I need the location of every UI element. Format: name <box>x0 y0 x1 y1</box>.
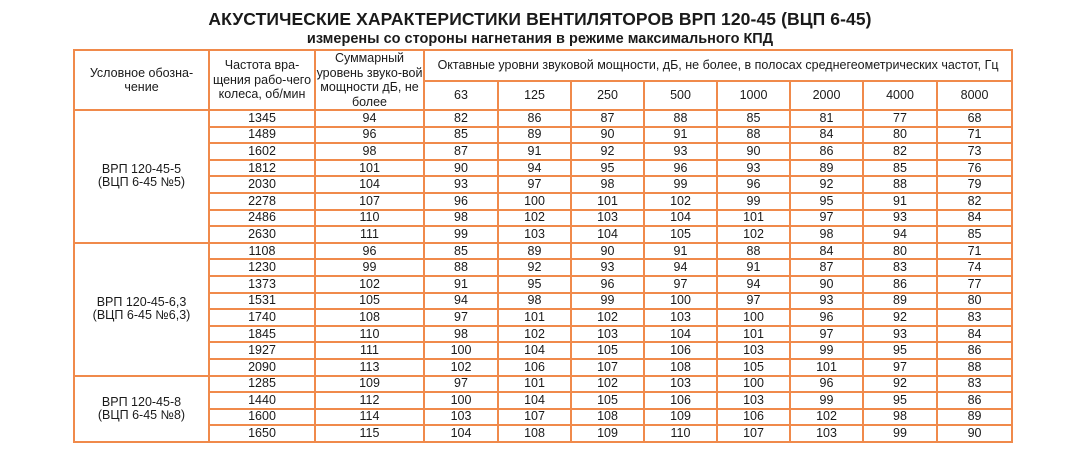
fan-model-cell <box>74 243 209 376</box>
rotation-speed-cell: 2486 <box>209 210 315 227</box>
octave-level-cell: 103 <box>717 342 790 359</box>
octave-level-cell: 90 <box>937 425 1012 442</box>
octave-level-cell: 106 <box>644 342 717 359</box>
rotation-speed-cell: 2278 <box>209 193 315 210</box>
octave-level-cell: 107 <box>498 409 571 426</box>
octave-level-cell: 90 <box>571 127 644 144</box>
octave-level-cell: 97 <box>863 359 937 376</box>
header-freq-1000: 1000 <box>717 81 790 110</box>
octave-level-cell: 97 <box>717 293 790 310</box>
octave-level-cell: 92 <box>571 143 644 160</box>
octave-level-cell: 82 <box>937 193 1012 210</box>
octave-level-cell: 106 <box>498 359 571 376</box>
octave-level-cell: 98 <box>863 409 937 426</box>
octave-level-cell: 93 <box>863 326 937 343</box>
octave-level-cell: 100 <box>717 309 790 326</box>
rotation-speed-cell: 1285 <box>209 376 315 393</box>
table-row <box>74 425 1012 442</box>
octave-level-cell: 80 <box>863 127 937 144</box>
octave-level-cell: 100 <box>498 193 571 210</box>
octave-level-cell: 92 <box>498 259 571 276</box>
table-row <box>74 392 1012 409</box>
octave-level-cell: 109 <box>571 425 644 442</box>
octave-level-cell: 108 <box>498 425 571 442</box>
octave-level-cell: 68 <box>937 110 1012 127</box>
rotation-speed-cell: 2030 <box>209 176 315 193</box>
octave-level-cell: 98 <box>424 210 498 227</box>
octave-level-cell: 102 <box>717 226 790 243</box>
octave-level-cell: 81 <box>790 110 863 127</box>
octave-level-cell: 103 <box>717 392 790 409</box>
octave-level-cell: 102 <box>498 210 571 227</box>
octave-level-cell: 95 <box>790 193 863 210</box>
octave-level-cell: 88 <box>937 359 1012 376</box>
octave-level-cell: 91 <box>717 259 790 276</box>
octave-level-cell: 103 <box>571 210 644 227</box>
header-freq-2000: 2000 <box>790 81 863 110</box>
header-freq-250: 250 <box>571 81 644 110</box>
octave-level-cell: 103 <box>498 226 571 243</box>
octave-level-cell: 104 <box>644 326 717 343</box>
octave-level-cell: 91 <box>424 276 498 293</box>
octave-level-cell: 98 <box>571 176 644 193</box>
total-level-cell: 101 <box>315 160 424 177</box>
octave-level-cell: 99 <box>571 293 644 310</box>
total-level-cell: 96 <box>315 127 424 144</box>
octave-level-cell: 93 <box>644 143 717 160</box>
table-row <box>74 160 1012 177</box>
octave-level-cell: 104 <box>644 210 717 227</box>
octave-level-cell: 97 <box>790 210 863 227</box>
table-row <box>74 309 1012 326</box>
octave-level-cell: 94 <box>424 293 498 310</box>
octave-level-cell: 84 <box>937 210 1012 227</box>
total-level-cell: 105 <box>315 293 424 310</box>
total-level-cell: 104 <box>315 176 424 193</box>
total-level-cell: 99 <box>315 259 424 276</box>
rotation-speed-cell: 1812 <box>209 160 315 177</box>
rotation-speed-cell: 1373 <box>209 276 315 293</box>
octave-level-cell: 93 <box>790 293 863 310</box>
octave-level-cell: 106 <box>717 409 790 426</box>
octave-level-cell: 110 <box>644 425 717 442</box>
octave-level-cell: 105 <box>644 226 717 243</box>
octave-level-cell: 82 <box>424 110 498 127</box>
table-row <box>74 210 1012 227</box>
octave-level-cell: 83 <box>937 376 1012 393</box>
octave-level-cell: 95 <box>863 392 937 409</box>
octave-level-cell: 80 <box>863 243 937 260</box>
header-freq-500: 500 <box>644 81 717 110</box>
octave-level-cell: 92 <box>863 376 937 393</box>
fan-model-alias: (ВЦП 6-45 №8) <box>97 407 186 422</box>
octave-level-cell: 89 <box>498 243 571 260</box>
octave-level-cell: 90 <box>571 243 644 260</box>
rotation-speed-cell: 1740 <box>209 309 315 326</box>
octave-level-cell: 95 <box>571 160 644 177</box>
octave-level-cell: 103 <box>571 326 644 343</box>
octave-level-cell: 88 <box>717 243 790 260</box>
table-row <box>74 259 1012 276</box>
total-level-cell: 107 <box>315 193 424 210</box>
fan-model-cell <box>74 110 209 243</box>
octave-level-cell: 101 <box>790 359 863 376</box>
rotation-speed-cell: 2090 <box>209 359 315 376</box>
total-level-cell: 110 <box>315 326 424 343</box>
header-freq-4000: 4000 <box>863 81 937 110</box>
octave-level-cell: 96 <box>717 176 790 193</box>
octave-level-cell: 100 <box>644 293 717 310</box>
table-row <box>74 176 1012 193</box>
rotation-speed-cell: 1531 <box>209 293 315 310</box>
table-row <box>74 359 1012 376</box>
acoustic-characteristics-table <box>73 49 1013 443</box>
table-row <box>74 110 1012 127</box>
total-level-cell: 109 <box>315 376 424 393</box>
octave-level-cell: 88 <box>863 176 937 193</box>
header-freq-63: 63 <box>424 81 498 110</box>
octave-level-cell: 91 <box>644 243 717 260</box>
header-freq-8000: 8000 <box>937 81 1012 110</box>
rotation-speed-cell: 2630 <box>209 226 315 243</box>
octave-level-cell: 89 <box>498 127 571 144</box>
octave-level-cell: 95 <box>498 276 571 293</box>
header-designation: Условное обозна-чение <box>74 50 209 110</box>
octave-level-cell: 71 <box>937 127 1012 144</box>
octave-level-cell: 91 <box>863 193 937 210</box>
octave-level-cell: 96 <box>644 160 717 177</box>
table-row <box>74 193 1012 210</box>
rotation-speed-cell: 1345 <box>209 110 315 127</box>
table-row <box>74 326 1012 343</box>
octave-level-cell: 80 <box>937 293 1012 310</box>
table-row <box>74 342 1012 359</box>
octave-level-cell: 102 <box>571 376 644 393</box>
octave-level-cell: 105 <box>571 342 644 359</box>
total-level-cell: 108 <box>315 309 424 326</box>
fan-model-name: ВРП 120-45-5 <box>101 162 182 177</box>
octave-level-cell: 102 <box>644 193 717 210</box>
octave-level-cell: 99 <box>863 425 937 442</box>
octave-level-cell: 92 <box>863 309 937 326</box>
table-row <box>74 409 1012 426</box>
octave-level-cell: 96 <box>790 309 863 326</box>
octave-level-cell: 104 <box>498 392 571 409</box>
octave-level-cell: 102 <box>498 326 571 343</box>
octave-level-cell: 104 <box>498 342 571 359</box>
octave-level-cell: 86 <box>937 342 1012 359</box>
total-level-cell: 111 <box>315 342 424 359</box>
octave-level-cell: 105 <box>571 392 644 409</box>
octave-level-cell: 86 <box>937 392 1012 409</box>
octave-level-cell: 102 <box>571 309 644 326</box>
octave-level-cell: 88 <box>717 127 790 144</box>
octave-level-cell: 105 <box>717 359 790 376</box>
octave-level-cell: 87 <box>571 110 644 127</box>
rotation-speed-cell: 1600 <box>209 409 315 426</box>
octave-level-cell: 99 <box>644 176 717 193</box>
rotation-speed-cell: 1845 <box>209 326 315 343</box>
octave-level-cell: 91 <box>498 143 571 160</box>
octave-level-cell: 84 <box>790 127 863 144</box>
table-row <box>74 243 1012 260</box>
fan-model-alias: (ВЦП 6-45 №6,3) <box>92 308 191 323</box>
octave-level-cell: 98 <box>424 326 498 343</box>
octave-level-cell: 89 <box>937 409 1012 426</box>
octave-level-cell: 76 <box>937 160 1012 177</box>
octave-level-cell: 101 <box>571 193 644 210</box>
octave-level-cell: 107 <box>571 359 644 376</box>
octave-level-cell: 93 <box>863 210 937 227</box>
rotation-speed-cell: 1440 <box>209 392 315 409</box>
octave-level-cell: 94 <box>498 160 571 177</box>
octave-level-cell: 73 <box>937 143 1012 160</box>
header-octave-levels: Октавные уровни звуковой мощности, дБ, не более, в полосах среднегеометрических частот, Гц <box>424 50 1012 81</box>
total-level-cell: 112 <box>315 392 424 409</box>
octave-level-cell: 85 <box>424 243 498 260</box>
table-row <box>74 293 1012 310</box>
total-level-cell: 102 <box>315 276 424 293</box>
total-level-cell: 111 <box>315 226 424 243</box>
octave-level-cell: 99 <box>790 392 863 409</box>
table-row <box>74 376 1012 393</box>
octave-level-cell: 86 <box>498 110 571 127</box>
table-body <box>74 110 1012 442</box>
octave-level-cell: 96 <box>790 376 863 393</box>
octave-level-cell: 96 <box>571 276 644 293</box>
octave-level-cell: 98 <box>790 226 863 243</box>
total-level-cell: 113 <box>315 359 424 376</box>
octave-level-cell: 97 <box>644 276 717 293</box>
octave-level-cell: 77 <box>863 110 937 127</box>
table-row <box>74 226 1012 243</box>
document-title: АКУСТИЧЕСКИЕ ХАРАКТЕРИСТИКИ ВЕНТИЛЯТОРОВ ВРП 120-45 (ВЦП 6-45) <box>208 9 872 29</box>
document-subtitle: измерены со стороны нагнетания в режиме максимального КПД <box>306 31 774 47</box>
octave-level-cell: 108 <box>644 359 717 376</box>
octave-level-cell: 85 <box>717 110 790 127</box>
octave-level-cell: 84 <box>937 326 1012 343</box>
total-level-cell: 115 <box>315 425 424 442</box>
octave-level-cell: 97 <box>790 326 863 343</box>
total-level-cell: 94 <box>315 110 424 127</box>
octave-level-cell: 100 <box>424 342 498 359</box>
octave-level-cell: 88 <box>424 259 498 276</box>
octave-level-cell: 84 <box>790 243 863 260</box>
octave-level-cell: 87 <box>790 259 863 276</box>
fan-model-name: ВРП 120-45-8 <box>101 394 182 409</box>
table-row <box>74 127 1012 144</box>
header-freq-125: 125 <box>498 81 571 110</box>
octave-level-cell: 109 <box>644 409 717 426</box>
octave-level-cell: 97 <box>424 376 498 393</box>
total-level-cell: 98 <box>315 143 424 160</box>
octave-level-cell: 87 <box>424 143 498 160</box>
octave-level-cell: 101 <box>717 326 790 343</box>
table-row <box>74 276 1012 293</box>
fan-model-cell <box>74 376 209 442</box>
rotation-speed-cell: 1489 <box>209 127 315 144</box>
octave-level-cell: 92 <box>790 176 863 193</box>
rotation-speed-cell: 1602 <box>209 143 315 160</box>
rotation-speed-cell: 1108 <box>209 243 315 260</box>
octave-level-cell: 102 <box>790 409 863 426</box>
octave-level-cell: 90 <box>424 160 498 177</box>
total-level-cell: 96 <box>315 243 424 260</box>
octave-level-cell: 71 <box>937 243 1012 260</box>
octave-level-cell: 95 <box>863 342 937 359</box>
octave-level-cell: 91 <box>644 127 717 144</box>
octave-level-cell: 90 <box>790 276 863 293</box>
octave-level-cell: 94 <box>863 226 937 243</box>
octave-level-cell: 79 <box>937 176 1012 193</box>
octave-level-cell: 86 <box>790 143 863 160</box>
octave-level-cell: 83 <box>863 259 937 276</box>
octave-level-cell: 85 <box>424 127 498 144</box>
octave-level-cell: 101 <box>498 376 571 393</box>
octave-level-cell: 102 <box>424 359 498 376</box>
octave-level-cell: 106 <box>644 392 717 409</box>
octave-level-cell: 103 <box>644 309 717 326</box>
octave-level-cell: 83 <box>937 309 1012 326</box>
octave-level-cell: 101 <box>498 309 571 326</box>
octave-level-cell: 104 <box>571 226 644 243</box>
octave-level-cell: 77 <box>937 276 1012 293</box>
rotation-speed-cell: 1650 <box>209 425 315 442</box>
octave-level-cell: 103 <box>644 376 717 393</box>
octave-level-cell: 99 <box>424 226 498 243</box>
octave-level-cell: 100 <box>424 392 498 409</box>
fan-model-name: ВРП 120-45-6,3 <box>96 295 187 310</box>
octave-level-cell: 104 <box>424 425 498 442</box>
octave-level-cell: 88 <box>644 110 717 127</box>
header-rotation-speed: Частота вра-щения рабо-чего колеса, об/мин <box>209 50 315 110</box>
octave-level-cell: 94 <box>717 276 790 293</box>
octave-level-cell: 97 <box>498 176 571 193</box>
octave-level-cell: 85 <box>937 226 1012 243</box>
octave-level-cell: 101 <box>717 210 790 227</box>
octave-level-cell: 99 <box>790 342 863 359</box>
octave-level-cell: 94 <box>644 259 717 276</box>
octave-level-cell: 93 <box>571 259 644 276</box>
octave-level-cell: 108 <box>571 409 644 426</box>
rotation-speed-cell: 1230 <box>209 259 315 276</box>
fan-model-alias: (ВЦП 6-45 №5) <box>97 175 186 190</box>
total-level-cell: 114 <box>315 409 424 426</box>
octave-level-cell: 97 <box>424 309 498 326</box>
table-row <box>74 143 1012 160</box>
octave-level-cell: 103 <box>424 409 498 426</box>
octave-level-cell: 90 <box>717 143 790 160</box>
total-level-cell: 110 <box>315 210 424 227</box>
octave-level-cell: 103 <box>790 425 863 442</box>
octave-level-cell: 99 <box>717 193 790 210</box>
octave-level-cell: 86 <box>863 276 937 293</box>
octave-level-cell: 85 <box>863 160 937 177</box>
octave-level-cell: 96 <box>424 193 498 210</box>
octave-level-cell: 107 <box>717 425 790 442</box>
octave-level-cell: 93 <box>717 160 790 177</box>
octave-level-cell: 82 <box>863 143 937 160</box>
octave-level-cell: 89 <box>790 160 863 177</box>
octave-level-cell: 100 <box>717 376 790 393</box>
octave-level-cell: 93 <box>424 176 498 193</box>
octave-level-cell: 89 <box>863 293 937 310</box>
octave-level-cell: 74 <box>937 259 1012 276</box>
header-total-sound-power: Суммарный уровень звуко-вой мощности дБ, не более <box>316 51 423 109</box>
octave-level-cell: 98 <box>498 293 571 310</box>
rotation-speed-cell: 1927 <box>209 342 315 359</box>
